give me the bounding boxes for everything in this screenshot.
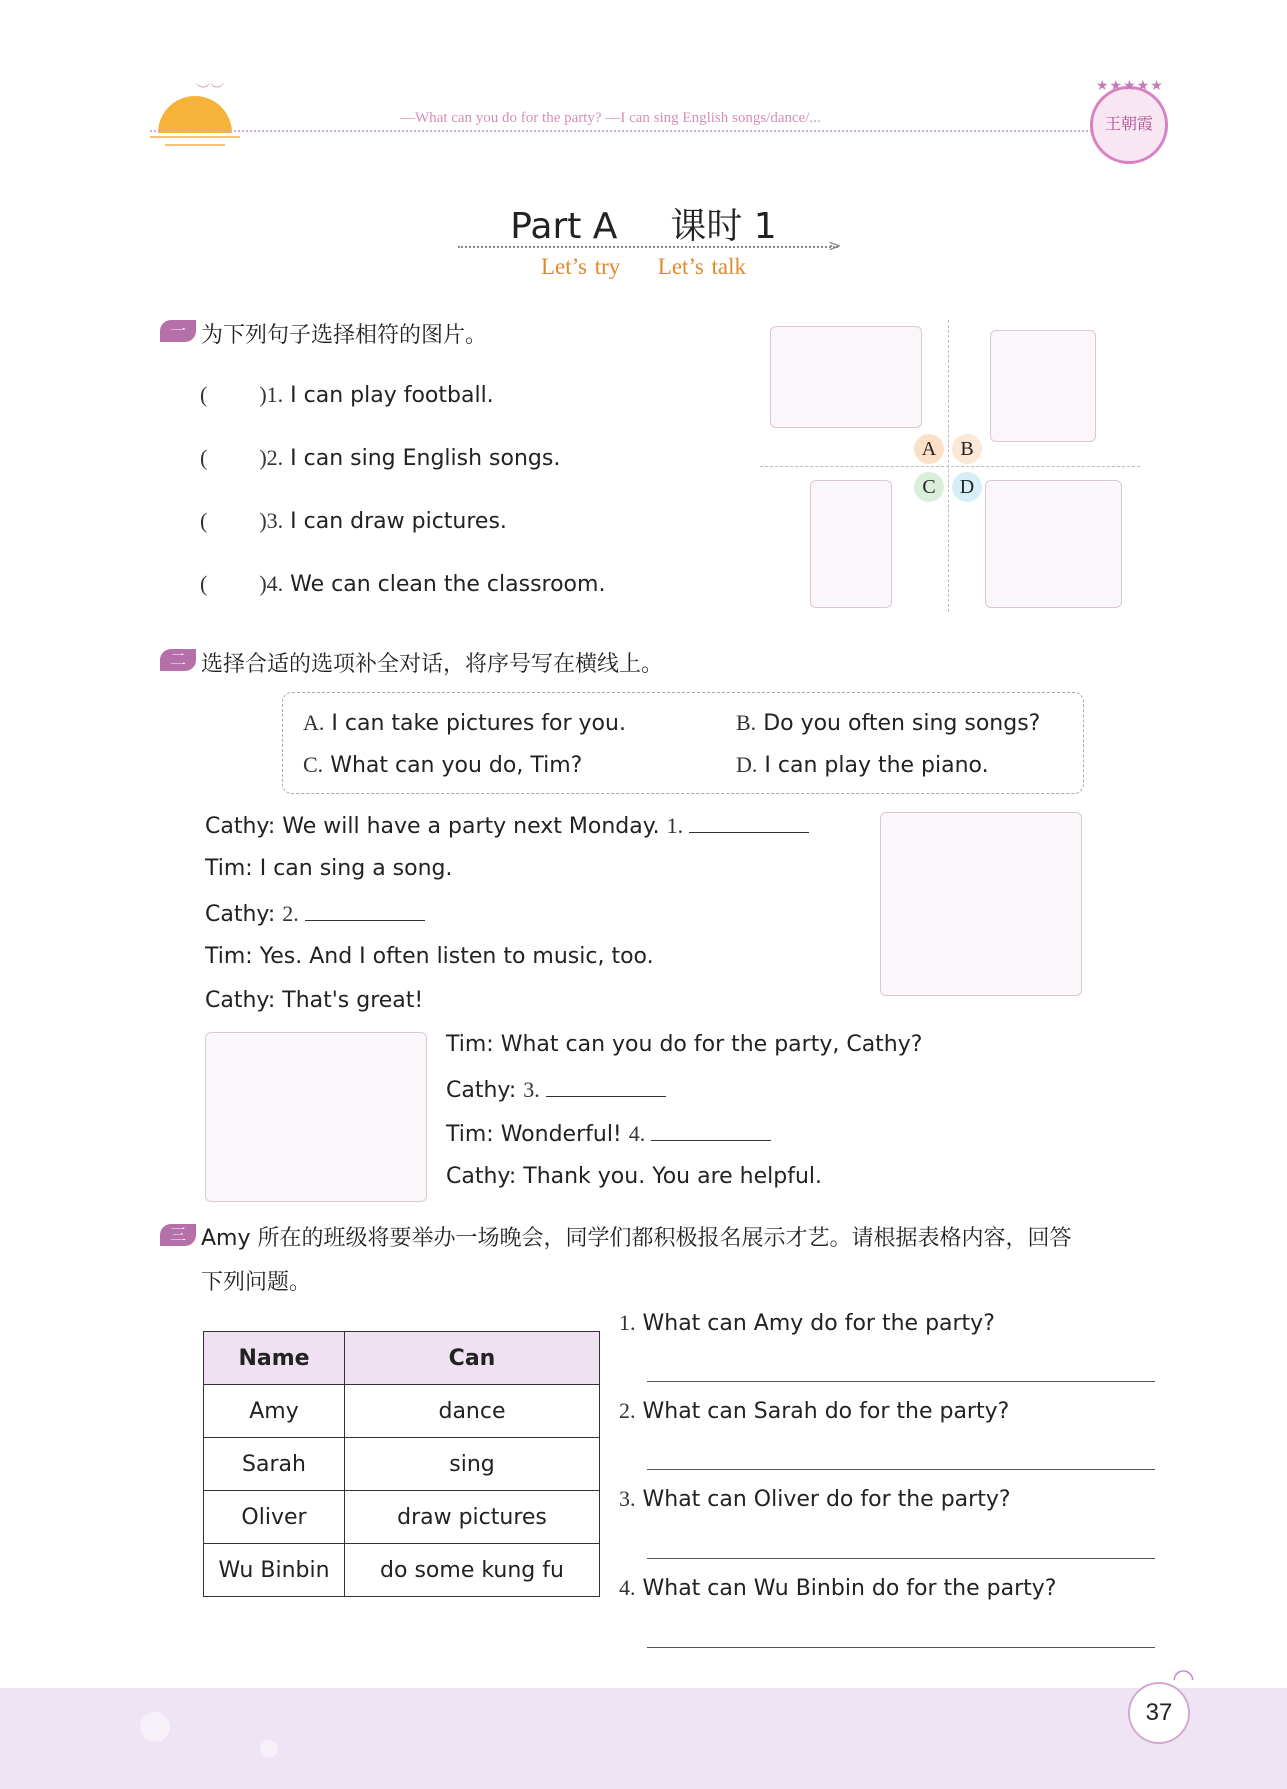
dialogue-line: Tim: Yes. And I often listen to music, too. (205, 944, 654, 969)
header-divider (150, 130, 1100, 132)
section-instruction-cont: 下列问题。 (201, 1270, 312, 1295)
dialogue-line: Cathy: 3. (446, 1076, 666, 1103)
bubble-decoration (140, 1712, 170, 1742)
matching-item: ( )4. We can clean the classroom. (200, 571, 606, 597)
picture-label-d: D (952, 472, 982, 502)
answer-line[interactable] (647, 1469, 1155, 1470)
picture-label-a: A (914, 434, 944, 464)
dialogue-line: Cathy: We will have a party next Monday. 1. (205, 812, 809, 839)
footer-band (0, 1688, 1287, 1789)
table-row (204, 1438, 600, 1491)
dialogue-line: Cathy: Thank you. You are helpful. (446, 1164, 823, 1189)
page-title (0, 198, 1287, 249)
table-cell: draw pictures (345, 1491, 600, 1544)
section-instruction: Amy 所在的班级将要举办一场晚会，同学们都积极报名展示才艺。请根据表格内容，回答 (201, 1226, 1072, 1251)
option-item: B. Do you often sing songs? (736, 710, 1041, 736)
answer-blank[interactable] (689, 812, 809, 833)
answer-blank[interactable] (305, 900, 425, 921)
subtitle-try: Let’s try (540, 254, 621, 279)
answer-line[interactable] (647, 1558, 1155, 1559)
table-cell: Wu Binbin (204, 1544, 345, 1597)
section-instruction: 选择合适的选项补全对话，将序号写在横线上。 (201, 652, 664, 677)
section-badge: 一 (160, 320, 196, 342)
water-line-decoration (165, 144, 225, 146)
picture-grid-divider (948, 320, 949, 612)
lesson-label: 课时 1 (670, 206, 777, 247)
question-item: 3. What can Oliver do for the party? (619, 1486, 1011, 1512)
part-label: Part A (510, 206, 618, 247)
water-line-decoration (150, 136, 240, 138)
dialogue-line: Tim: Wonderful! 4. (446, 1120, 771, 1147)
question-item: 4. What can Wu Binbin do for the party? (619, 1575, 1057, 1601)
table-cell: Amy (204, 1385, 345, 1438)
table-header: Name (204, 1332, 345, 1385)
lesson-subtitles (0, 254, 1287, 280)
running-title: —What can you do for the party? —I can sing English songs/dance/... (400, 110, 821, 126)
table-row (204, 1544, 600, 1597)
answer-line[interactable] (647, 1647, 1155, 1648)
party-decoration-picture (205, 1032, 427, 1202)
publisher-logo: 王朝霞 (1090, 86, 1168, 164)
football-picture (990, 330, 1096, 442)
answer-blank[interactable] (651, 1120, 771, 1141)
option-item: C. What can you do, Tim? (303, 752, 583, 778)
bird-icon: ︶︶ (196, 83, 224, 99)
singing-picture (810, 480, 892, 608)
talent-table (203, 1331, 600, 1597)
table-cell: dance (345, 1385, 600, 1438)
answer-blank[interactable] (546, 1076, 666, 1097)
matching-item: ( )1. I can play football. (200, 382, 494, 408)
table-row (204, 1491, 600, 1544)
options-box (282, 692, 1084, 794)
table-row (204, 1385, 600, 1438)
dialogue-line: Cathy: 2. (205, 900, 425, 927)
table-cell: sing (345, 1438, 600, 1491)
table-header: Can (345, 1332, 600, 1385)
drawing-picture (985, 480, 1122, 608)
bubble-decoration (260, 1740, 278, 1758)
table-cell: Sarah (204, 1438, 345, 1491)
picture-label-c: C (914, 472, 944, 502)
table-header-row (204, 1332, 600, 1385)
question-item: 1. What can Amy do for the party? (619, 1310, 995, 1336)
classroom-cleaning-picture (770, 326, 922, 428)
subtitle-talk: Let’s talk (657, 254, 747, 279)
dialogue-line: Tim: I can sing a song. (205, 856, 453, 881)
party-planning-picture (880, 812, 1082, 996)
matching-item: ( )3. I can draw pictures. (200, 508, 507, 534)
title-underline (458, 246, 838, 248)
section-instruction: 为下列句子选择相符的图片。 (201, 323, 488, 348)
section-badge: 二 (160, 649, 196, 671)
dialogue-line: Cathy: That's great! (205, 988, 424, 1013)
picture-grid-divider (760, 466, 1140, 467)
sun-decoration (158, 96, 232, 170)
table-cell: do some kung fu (345, 1544, 600, 1597)
section-badge: 三 (160, 1224, 196, 1246)
stars-icon: ★★★★★ (1096, 78, 1164, 94)
question-item: 2. What can Sarah do for the party? (619, 1398, 1010, 1424)
picture-label-b: B (952, 434, 982, 464)
option-item: D. I can play the piano. (736, 752, 989, 778)
option-item: A. I can take pictures for you. (303, 710, 626, 736)
answer-line[interactable] (647, 1381, 1155, 1382)
table-cell: Oliver (204, 1491, 345, 1544)
dolphin-icon: ◠ (1172, 1664, 1195, 1694)
page-number: 37 (1128, 1682, 1190, 1744)
dialogue-line: Tim: What can you do for the party, Cathy? (446, 1032, 923, 1057)
matching-item: ( )2. I can sing English songs. (200, 445, 561, 471)
fish-icon: ⋗ (828, 236, 842, 255)
